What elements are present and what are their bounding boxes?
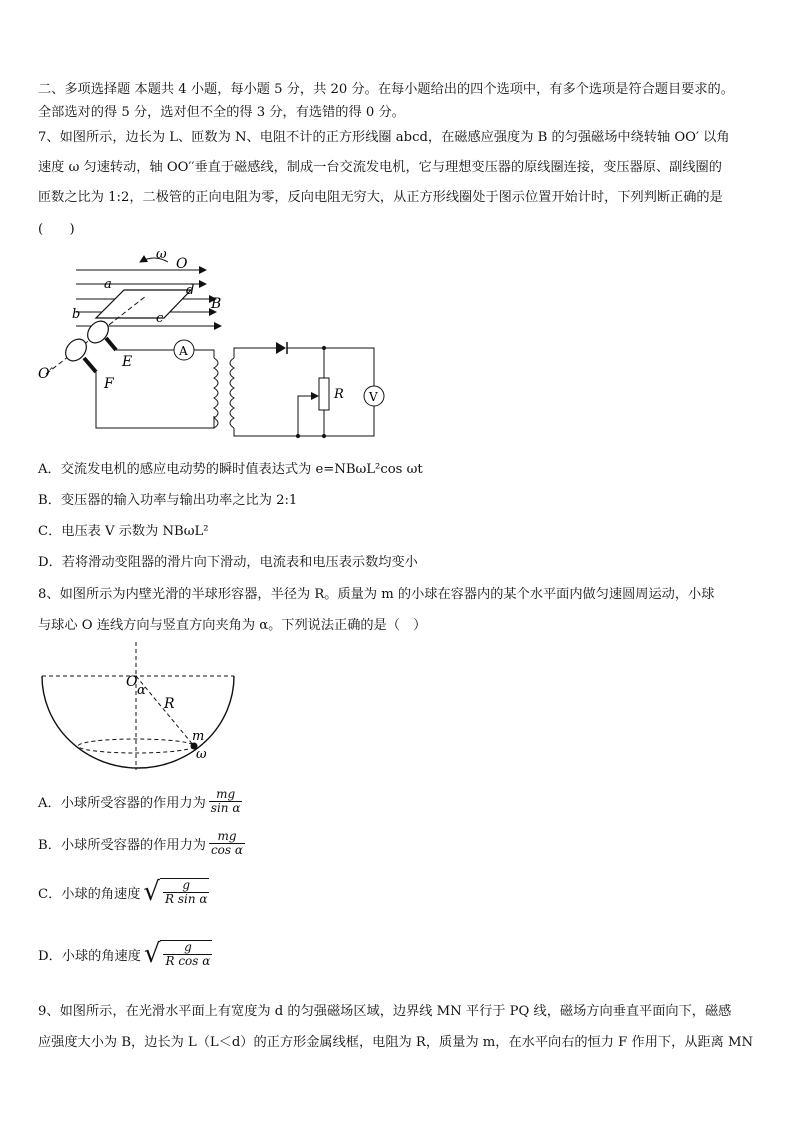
diode	[276, 342, 286, 354]
fraction	[163, 941, 212, 968]
q8-option-a	[38, 788, 242, 815]
omega-label: ω	[156, 247, 167, 262]
square-root	[143, 878, 209, 906]
mass-label-m: m	[192, 729, 205, 744]
q9-stem-line-1: 9、如图所示，在光滑水平面上有宽度为 d 的匀强磁场区域，边界线 MN 平行于 PQ 线，磁场方向垂直平面向下，磁感	[38, 1004, 732, 1019]
q8-option-d	[38, 940, 212, 968]
voltmeter-label: V	[369, 390, 378, 404]
corner-label-c: c	[156, 311, 164, 326]
radical-sign-icon: √	[143, 939, 161, 969]
q7-option-c: C．电压表 V 示数为 NBωL²	[38, 524, 209, 539]
terminal-label-E: E	[122, 354, 133, 370]
section-header-line-1: 二、多项选择题 本题共 4 小题，每小题 5 分，共 20 分。在每小题给出的四个选项中，有多个选项是符合题目要求的。	[38, 82, 734, 97]
q8-option-a-text: A．小球所受容器的作用力为	[38, 796, 206, 811]
numerator: g	[182, 878, 191, 892]
denominator: cos α	[210, 843, 243, 857]
numerator: mg	[217, 829, 237, 843]
corner-label-a: a	[104, 277, 112, 292]
rheostat-label-R: R	[334, 387, 344, 402]
brush-E	[106, 338, 116, 350]
angle-label-alpha: α	[137, 683, 146, 698]
hemisphere-figure	[38, 640, 248, 775]
q7-stem-line-3: 匝数之比为 1:2，二极管的正向电阻为零，反向电阻无穷大，从正方形线圈处于图示位置开始计时，下列判断正确的是	[38, 190, 723, 205]
denominator: R sin α	[164, 892, 208, 906]
square-root	[144, 940, 212, 968]
q8-option-c-text: C．小球的角速度	[38, 886, 141, 902]
primary-coil	[214, 358, 218, 428]
denominator: sin α	[210, 801, 241, 815]
q7-option-d: D．若将滑动变阻器的滑片向下滑动，电流表和电压表示数均变小	[38, 555, 418, 570]
q9-stem-line-2: 应强度大小为 B，边长为 L（L＜d）的正方形金属线框，电阻为 R，质量为 m，在水平向右的恒力 F 作用下，从距离 MN	[38, 1035, 754, 1050]
generator-circuit-figure	[36, 246, 396, 446]
q8-stem-line-1: 8、如图所示为内壁光滑的半球形容器，半径为 R。质量为 m 的小球在容器内的某个水平面内做匀速圆周运动，小球	[38, 587, 715, 602]
radical-sign-icon: √	[143, 877, 160, 907]
output-wire-top	[287, 348, 374, 386]
axis-label-O-prime: O′	[38, 366, 53, 382]
terminal-label-F: F	[104, 376, 114, 392]
secondary-coil	[230, 358, 234, 428]
radius-label-R: R	[164, 696, 175, 712]
q8-option-b	[38, 830, 245, 857]
secondary-wire-bottom	[234, 406, 374, 436]
rheostat-R	[319, 378, 329, 410]
section-header-line-2: 全部选对的得 5 分，选对但不全的得 3 分，有选错的得 0 分。	[38, 105, 405, 120]
denominator: R cos α	[165, 954, 211, 968]
corner-label-d: d	[186, 283, 195, 298]
numerator: mg	[216, 787, 236, 801]
q8-option-c	[38, 878, 209, 906]
q7-option-a: A．交流发电机的感应电动势的瞬时值表达式为 e=NBωL²cos ωt	[38, 462, 423, 477]
q8-option-d-text: D．小球的角速度	[38, 948, 141, 964]
q7-option-b: B．变压器的输入功率与输出功率之比为 2:1	[38, 493, 298, 508]
axis-label-O: O	[176, 256, 188, 272]
q8-option-b-text: B．小球所受容器的作用力为	[38, 838, 206, 853]
rheostat-slider	[298, 396, 318, 436]
ammeter-label: A	[179, 344, 188, 358]
q8-stem-line-2: 与球心 O 连线方向与竖直方向夹角为 α。下列说法正确的是（ ）	[38, 618, 427, 633]
q7-answer-paren: ( )	[38, 222, 75, 237]
q7-stem-line-2: 速度 ω 匀速转动，轴 OO′′垂直于磁感线，制成一台交流发电机，它与理想变压器的原线圈连接，变压器原、副线圈的	[38, 160, 722, 175]
fraction	[163, 879, 210, 906]
field-label-B: B	[211, 296, 222, 312]
secondary-wire-top	[234, 348, 276, 358]
brush-F	[84, 358, 96, 372]
wire-to-primary	[194, 350, 214, 358]
center-label-O: O	[126, 674, 138, 690]
fraction	[209, 830, 245, 857]
coil-abcd	[96, 290, 191, 318]
q7-stem-line-1: 7、如图所示，边长为 L、匝数为 N、电阻不计的正方形线圈 abcd，在磁感应强度为 B 的匀强磁场中绕转轴 OO′ 以角	[38, 130, 730, 145]
numerator: g	[184, 940, 192, 954]
fraction	[209, 788, 243, 815]
omega-label: ω	[196, 747, 207, 762]
corner-label-b: b	[72, 307, 81, 322]
